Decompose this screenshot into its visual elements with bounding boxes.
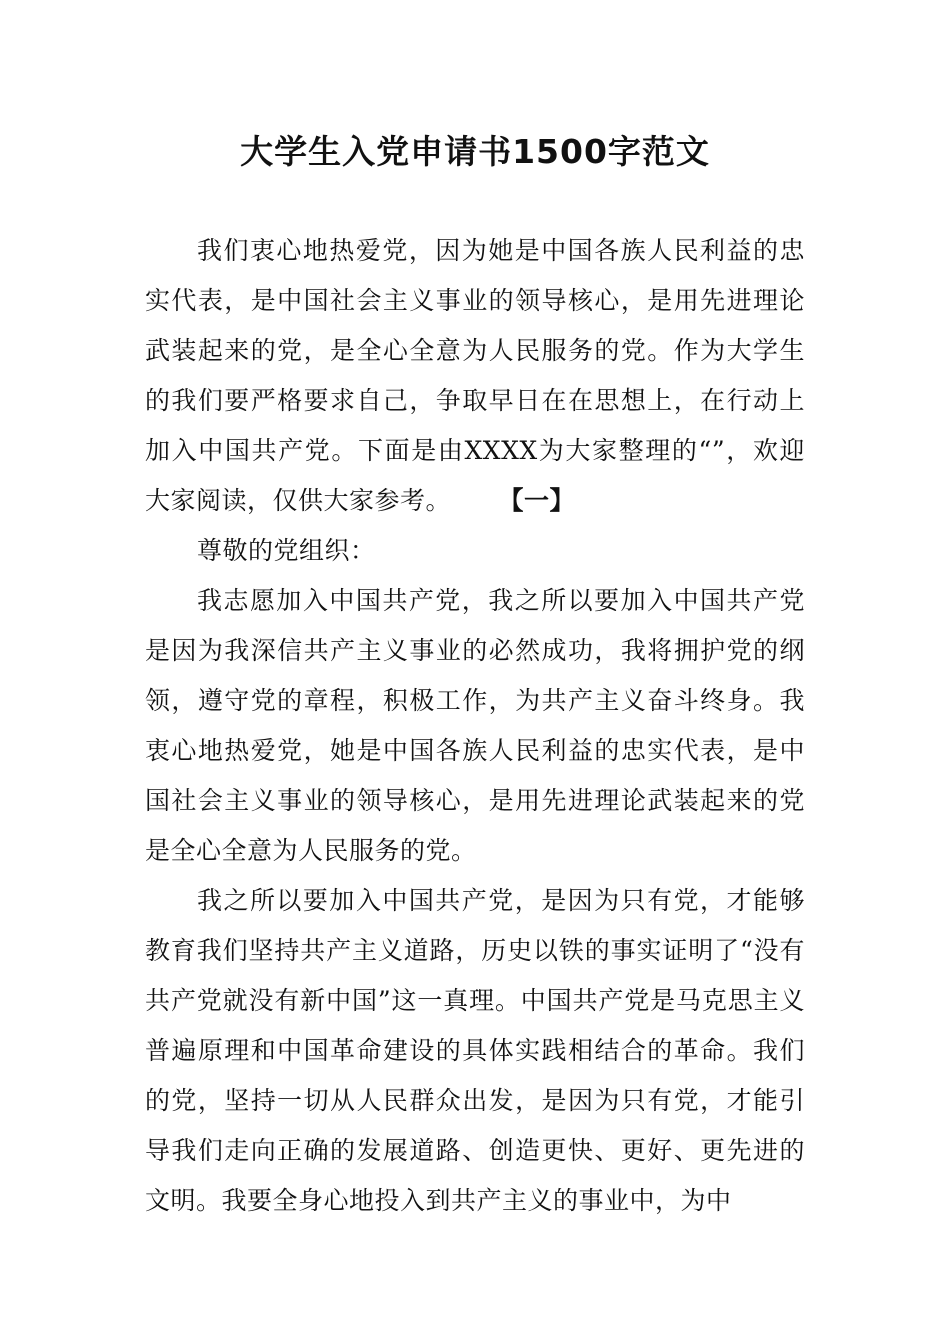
document-title: 大学生入党申请书1500字范文 — [240, 132, 710, 171]
document-body — [145, 226, 805, 1226]
body-paragraph-2: 我之所以要加入中国共产党，是因为只有党，才能够教育我们坚持共产主义道路，历史以铁的事实证明了“没有共产党就没有新中国”这一真理。中国共产党是马克思主义普遍原理和中国革命建设的具体实践相结合的革命。我们的党，坚持一切从人民群众出发，是因为只有党，才能引导我们走向正确的发展道路、创造更快、更好、更先进的文明。我要全身心地投入到共产主义的事业中，为中 — [145, 886, 805, 1215]
section-marker: 【一】 — [511, 486, 576, 515]
intro-paragraph — [145, 226, 805, 526]
intro-text: 我们衷心地热爱党，因为她是中国各族人民利益的忠实代表，是中国社会主义事业的领导核心，是用先进理论武装起来的党，是全心全意为人民服务的党。作为大学生的我们要严格要求自己，争取早日在在思想上，在行动上加入中国共产党。下面是由XXXX为大家整理的“”，欢迎大家阅读，仅供大家参考。 — [145, 236, 805, 515]
salutation: 尊敬的党组织： — [197, 536, 376, 565]
body-paragraph-1: 我志愿加入中国共产党，我之所以要加入中国共产党是因为我深信共产主义事业的必然成功，我将拥护党的纲领，遵守党的章程，积极工作，为共产主义奋斗终身。我衷心地热爱党，她是中国各族人民利益的忠实代表，是中国社会主义事业的领导核心，是用先进理论武装起来的党是全心全意为人民服务的党。 — [145, 586, 805, 865]
